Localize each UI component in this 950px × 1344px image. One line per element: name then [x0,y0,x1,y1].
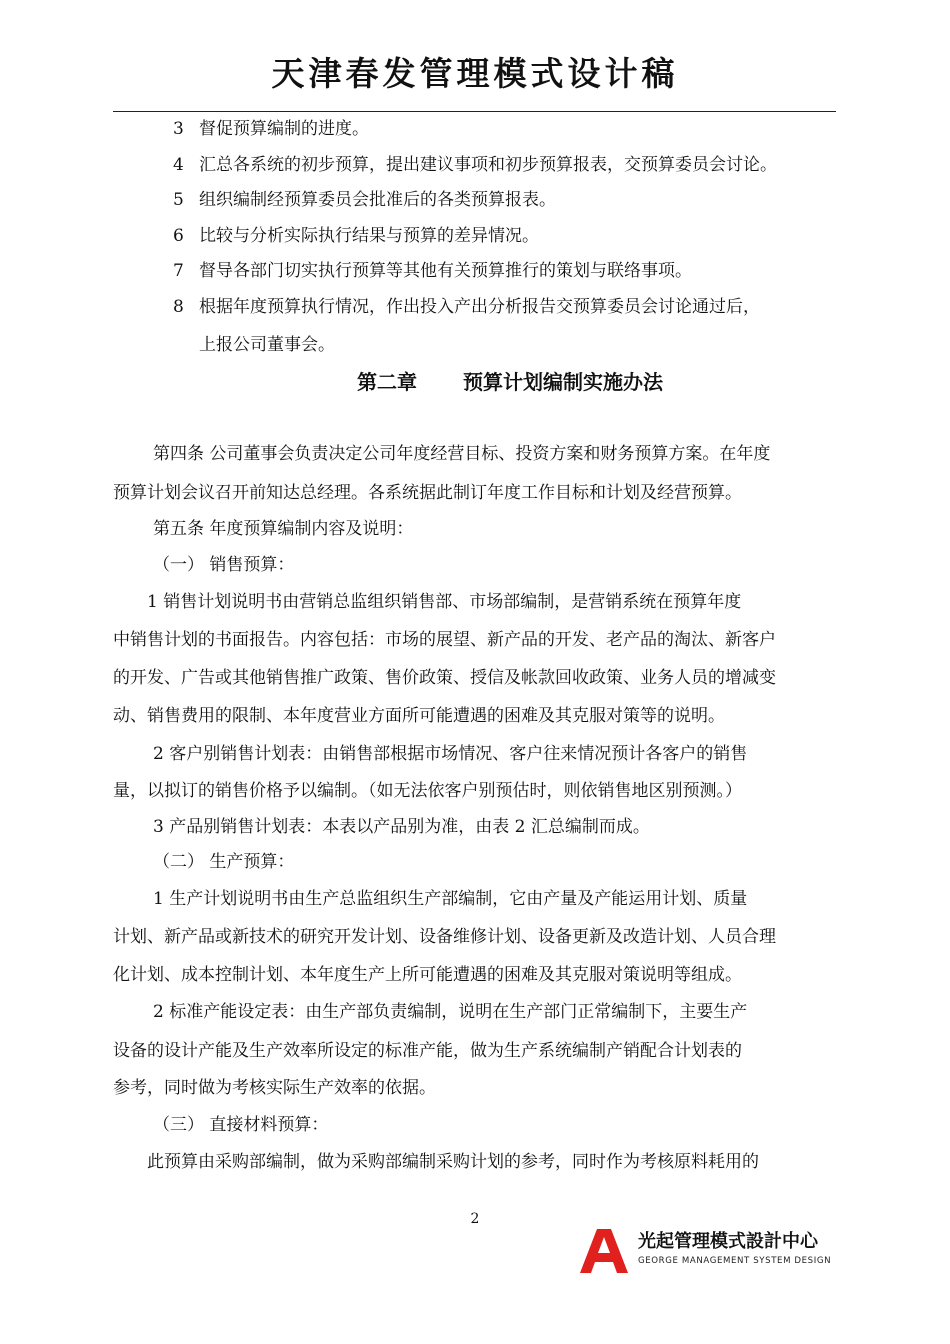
list-item-number: 7 [173,261,184,281]
list-item-continuation: 上报公司董事会。 [199,335,335,355]
body-line: 1 生产计划说明书由生产总监组织生产部编制，它由产量及产能运用计划、质量 [153,889,748,909]
body-line: 中销售计划的书面报告。内容包括：市场的展望、新产品的开发、老产品的淘汰、新客户 [113,630,776,650]
body-line: 此预算由采购部编制，做为采购部编制采购计划的参考，同时作为考核原料耗用的 [147,1152,759,1172]
logo-subtitle: GEORGE MANAGEMENT SYSTEM DESIGN [638,1256,832,1266]
header-divider [113,111,836,112]
body-line: 预算计划会议召开前知达总经理。各系统据此制订年度工作目标和计划及经营预算。 [113,483,742,503]
footer-logo [580,1229,840,1273]
list-item [173,117,369,141]
body-line: 3 产品别销售计划表：本表以产品别为准，由表 2 汇总编制而成。 [153,817,650,837]
section-heading: （二） 生产预算： [153,852,295,872]
body-line: 1 销售计划说明书由营销总监组织销售部、市场部编制，是营销系统在预算年度 [147,592,742,612]
list-item-number: 6 [173,226,184,246]
body-line: 第四条 公司董事会负责决定公司年度经营目标、投资方案和财务预算方案。在年度 [153,444,771,464]
section-heading: （一） 销售预算： [153,555,295,575]
list-item [173,259,692,283]
page-number: 2 [470,1211,480,1227]
body-line: 化计划、成本控制计划、本年度生产上所可能遭遇的困难及其克服对策说明等组成。 [113,965,742,985]
list-item-number: 3 [173,119,184,139]
list-item [173,295,760,319]
list-item-text: 比较与分析实际执行结果与预算的差异情况。 [199,226,539,246]
list-item-text: 督导各部门切实执行预算等其他有关预算推行的策划与联络事项。 [199,261,692,281]
list-item [173,224,539,248]
body-line: 计划、新产品或新技术的研究开发计划、设备维修计划、设备更新及改造计划、人员合理 [113,927,776,947]
page-header-title: 天津春发管理模式设计稿 [271,54,679,93]
chapter-label: 第二章 [357,370,417,394]
list-item [173,153,777,177]
logo-name: 光起管理模式設計中心 [638,1231,818,1252]
body-line: 动、销售费用的限制、本年度营业方面所可能遭遇的困难及其克服对策等的说明。 [113,706,725,726]
list-item-text: 组织编制经预算委员会批准后的各类预算报表。 [199,190,556,210]
list-item-number: 5 [173,190,184,210]
body-line: 设备的设计产能及生产效率所设定的标准产能，做为生产系统编制产销配合计划表的 [113,1041,742,1061]
chapter-title: 预算计划编制实施办法 [463,370,663,394]
body-line: 2 客户别销售计划表：由销售部根据市场情况、客户往来情况预计各客户的销售 [153,744,748,764]
list-item-number: 4 [173,155,184,175]
list-item-text: 根据年度预算执行情况，作出投入产出分析报告交预算委员会讨论通过后， [199,297,760,317]
section-heading: （三） 直接材料预算： [153,1115,329,1135]
logo-a-mark-icon [580,1229,628,1273]
list-item-text: 督促预算编制的进度。 [199,119,369,139]
list-item [173,188,556,212]
list-item-text: 汇总各系统的初步预算，提出建议事项和初步预算报表，交预算委员会讨论。 [199,155,777,175]
body-line: 第五条 年度预算编制内容及说明： [153,519,414,539]
body-line: 的开发、广告或其他销售推广政策、售价政策、授信及帐款回收政策、业务人员的增减变 [113,668,776,688]
list-item-number: 8 [173,297,184,317]
body-line: 2 标准产能设定表：由生产部负责编制，说明在生产部门正常编制下，主要生产 [153,1002,748,1022]
body-line: 量，以拟订的销售价格予以编制。（如无法依客户别预估时，则依销售地区别预测。） [113,781,742,801]
body-line: 参考，同时做为考核实际生产效率的依据。 [113,1078,436,1098]
chapter-heading [357,368,663,396]
